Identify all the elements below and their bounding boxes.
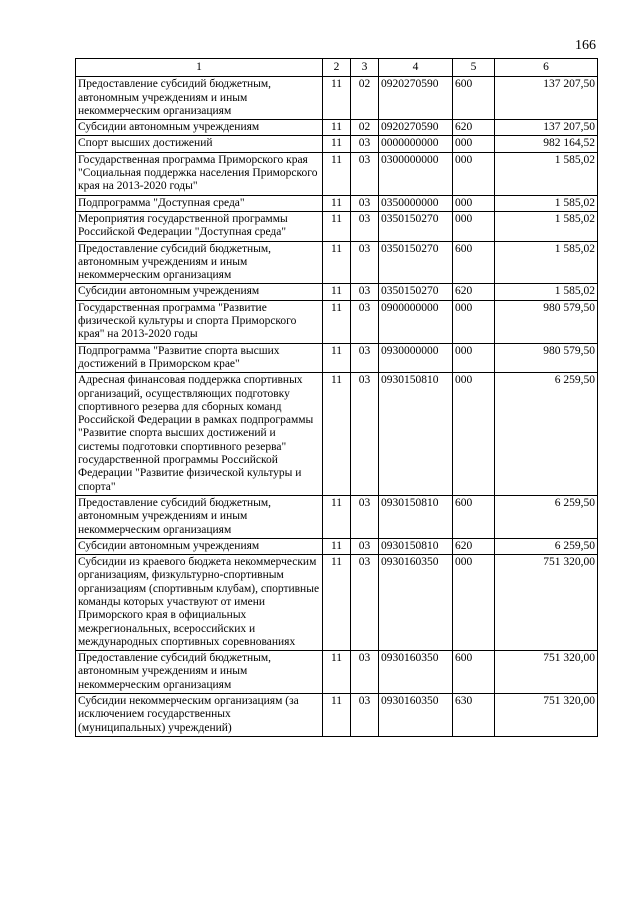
table-row: [76, 152, 598, 195]
row-amount: 1 585,02: [495, 241, 598, 284]
row-amount: 137 207,50: [495, 120, 598, 136]
row-section: 11: [323, 195, 351, 211]
row-expense-kind: 600: [453, 495, 495, 538]
table-row: [76, 241, 598, 284]
row-name: Подпрограмма "Развитие спорта высших достижений в Приморском крае": [76, 343, 323, 373]
row-section: 11: [323, 694, 351, 737]
row-subsection: 02: [351, 77, 379, 120]
row-name: Субсидии автономным учреждениям: [76, 284, 323, 300]
table-row: [76, 651, 598, 694]
row-expense-kind: 600: [453, 241, 495, 284]
row-subsection: 03: [351, 495, 379, 538]
row-target-code: 0350000000: [379, 195, 453, 211]
row-section: 11: [323, 373, 351, 496]
row-target-code: 0350150270: [379, 211, 453, 241]
table-row: [76, 495, 598, 538]
row-name: Мероприятия государственной программы Российской Федерации "Доступная среда": [76, 211, 323, 241]
row-expense-kind: 600: [453, 77, 495, 120]
row-target-code: 0920270590: [379, 120, 453, 136]
row-section: 11: [323, 120, 351, 136]
row-subsection: 03: [351, 241, 379, 284]
row-name: Предоставление субсидий бюджетным, автономным учреждениям и иным некоммерческим организациям: [76, 77, 323, 120]
row-section: 11: [323, 651, 351, 694]
header-row: [76, 59, 598, 77]
row-name: Адресная финансовая поддержка спортивных организаций, осуществляющих подготовку спортивного резерва для сборных команд Российской Федерации в рамках подпрограммы "Развитие спорта высших достижений и системы подготовки спортивного резерва" государственной программы Российской Федерации "Развитие физической культуры и спорта": [76, 373, 323, 496]
column-header-subsection: 3: [351, 59, 379, 77]
row-amount: 751 320,00: [495, 694, 598, 737]
table-row: [76, 136, 598, 152]
row-section: 11: [323, 300, 351, 343]
row-subsection: 03: [351, 195, 379, 211]
row-subsection: 03: [351, 651, 379, 694]
row-name: Спорт высших достижений: [76, 136, 323, 152]
row-amount: 1 585,02: [495, 195, 598, 211]
row-expense-kind: 000: [453, 343, 495, 373]
table-row: [76, 211, 598, 241]
row-amount: 1 585,02: [495, 152, 598, 195]
row-target-code: 0300000000: [379, 152, 453, 195]
column-header-amount: 6: [495, 59, 598, 77]
row-section: 11: [323, 538, 351, 554]
row-subsection: 03: [351, 694, 379, 737]
row-target-code: 0930160350: [379, 694, 453, 737]
row-amount: 751 320,00: [495, 555, 598, 651]
row-amount: 1 585,02: [495, 211, 598, 241]
row-name: Подпрограмма "Доступная среда": [76, 195, 323, 211]
row-expense-kind: 000: [453, 211, 495, 241]
row-section: 11: [323, 211, 351, 241]
row-amount: 6 259,50: [495, 538, 598, 554]
table-row: [76, 555, 598, 651]
row-target-code: 0930000000: [379, 343, 453, 373]
row-amount: 6 259,50: [495, 495, 598, 538]
table-row: [76, 694, 598, 737]
row-subsection: 03: [351, 211, 379, 241]
table-row: [76, 195, 598, 211]
row-expense-kind: 600: [453, 651, 495, 694]
row-name: Предоставление субсидий бюджетным, автономным учреждениям и иным некоммерческим организациям: [76, 241, 323, 284]
row-section: 11: [323, 152, 351, 195]
row-section: 11: [323, 77, 351, 120]
row-target-code: 0900000000: [379, 300, 453, 343]
row-expense-kind: 000: [453, 152, 495, 195]
row-target-code: 0000000000: [379, 136, 453, 152]
row-target-code: 0350150270: [379, 241, 453, 284]
column-header-section: 2: [323, 59, 351, 77]
row-subsection: 03: [351, 555, 379, 651]
column-header-name: 1: [76, 59, 323, 77]
row-subsection: 03: [351, 300, 379, 343]
row-name: Государственная программа Приморского края "Социальная поддержка населения Приморского края на 2013-2020 годы": [76, 152, 323, 195]
row-name: Предоставление субсидий бюджетным, автономным учреждениям и иным некоммерческим организациям: [76, 495, 323, 538]
row-subsection: 03: [351, 343, 379, 373]
row-subsection: 03: [351, 136, 379, 152]
table-row: [76, 120, 598, 136]
row-expense-kind: 620: [453, 284, 495, 300]
row-section: 11: [323, 241, 351, 284]
row-section: 11: [323, 555, 351, 651]
page-number: 166: [575, 38, 596, 53]
row-target-code: 0350150270: [379, 284, 453, 300]
row-expense-kind: 000: [453, 373, 495, 496]
row-expense-kind: 000: [453, 555, 495, 651]
row-amount: 137 207,50: [495, 77, 598, 120]
row-amount: 1 585,02: [495, 284, 598, 300]
column-header-kind: 5: [453, 59, 495, 77]
row-target-code: 0930150810: [379, 373, 453, 496]
row-section: 11: [323, 136, 351, 152]
row-expense-kind: 620: [453, 120, 495, 136]
row-name: Субсидии автономным учреждениям: [76, 120, 323, 136]
row-expense-kind: 000: [453, 300, 495, 343]
row-amount: 982 164,52: [495, 136, 598, 152]
row-expense-kind: 000: [453, 195, 495, 211]
column-header-target: 4: [379, 59, 453, 77]
row-subsection: 03: [351, 284, 379, 300]
row-amount: 980 579,50: [495, 300, 598, 343]
table-row: [76, 284, 598, 300]
row-amount: 980 579,50: [495, 343, 598, 373]
row-expense-kind: 620: [453, 538, 495, 554]
row-section: 11: [323, 343, 351, 373]
row-expense-kind: 630: [453, 694, 495, 737]
row-subsection: 03: [351, 538, 379, 554]
row-section: 11: [323, 495, 351, 538]
row-amount: 6 259,50: [495, 373, 598, 496]
row-target-code: 0920270590: [379, 77, 453, 120]
table-row: [76, 538, 598, 554]
table-row: [76, 77, 598, 120]
row-target-code: 0930150810: [379, 538, 453, 554]
row-section: 11: [323, 284, 351, 300]
row-target-code: 0930150810: [379, 495, 453, 538]
row-expense-kind: 000: [453, 136, 495, 152]
row-subsection: 02: [351, 120, 379, 136]
row-amount: 751 320,00: [495, 651, 598, 694]
row-target-code: 0930160350: [379, 651, 453, 694]
row-subsection: 03: [351, 373, 379, 496]
table-row: [76, 343, 598, 373]
table-row: [76, 300, 598, 343]
budget-table: [75, 58, 598, 737]
row-name: Субсидии некоммерческим организациям (за исключением государственных (муниципальных) учреждений): [76, 694, 323, 737]
row-name: Субсидии из краевого бюджета некоммерческим организациям, физкультурно-спортивным организациям (спортивным клубам), спортивные команды которых участвуют от имени Приморского края в официальных межрегиональных, всероссийских и международных спортивных соревнованиях: [76, 555, 323, 651]
row-target-code: 0930160350: [379, 555, 453, 651]
row-name: Субсидии автономным учреждениям: [76, 538, 323, 554]
table-row: [76, 373, 598, 496]
row-subsection: 03: [351, 152, 379, 195]
row-name: Предоставление субсидий бюджетным, автономным учреждениям и иным некоммерческим организациям: [76, 651, 323, 694]
row-name: Государственная программа "Развитие физической культуры и спорта Приморского края" на 2013-2020 годы: [76, 300, 323, 343]
